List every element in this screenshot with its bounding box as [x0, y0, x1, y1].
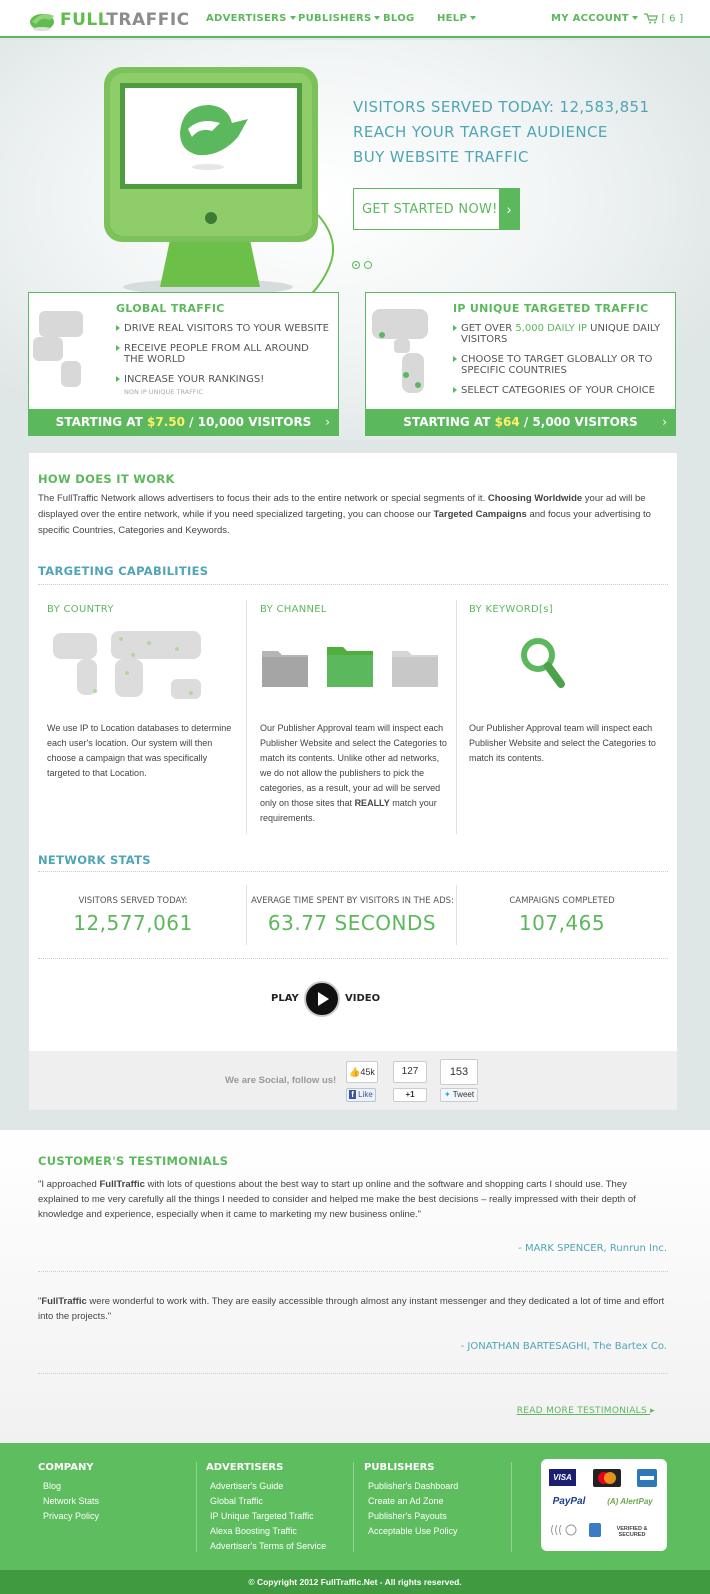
alertpay-icon: [599, 1497, 661, 1506]
stat-label: CAMPAIGNS COMPLETED: [509, 896, 615, 906]
secure-waves-icon: [549, 1523, 581, 1537]
text: your ad will be displayed over the entire network, while if you need specialized targeting, you can choose our: [38, 493, 646, 520]
nav-my-account[interactable]: MY ACCOUNT: [551, 13, 638, 24]
fb-count-text: 45k: [360, 1067, 375, 1077]
nav-help[interactable]: HELP: [437, 13, 476, 24]
text: match your requirements.: [260, 798, 437, 823]
footer-link[interactable]: Publisher's Dashboard: [368, 1481, 459, 1491]
world-map-icon: [51, 629, 211, 711]
nav-advertisers[interactable]: ADVERTISERS: [206, 13, 296, 24]
pricing-suffix: / 10,000 VISITORS: [184, 415, 312, 429]
text: "I approached: [38, 1179, 100, 1190]
mastercard-icon: [593, 1469, 621, 1487]
testimonial-author: - JONATHAN BARTESAGHI, The Bartex Co.: [460, 1341, 667, 1352]
chevron-down-icon: [632, 16, 638, 20]
copyright: © Copyright 2012 FullTraffic.Net - All rights reserved.: [0, 1570, 710, 1594]
testimonials-section: [0, 1130, 710, 1443]
targeting-title: TARGETING CAPABILITIES: [38, 564, 209, 578]
feature-item: CHOOSE TO TARGET GLOBALLY OR TO SPECIFIC COUNTRIES: [453, 354, 668, 376]
by-keyword-title: BY KEYWORD[s]: [469, 604, 553, 615]
slider-dot[interactable]: [364, 261, 372, 269]
read-more-label: READ MORE TESTIMONIALS: [516, 1406, 647, 1416]
footer-link[interactable]: Advertiser's Terms of Service: [210, 1541, 327, 1551]
visa-icon: VISA: [549, 1469, 576, 1486]
divider: [38, 1271, 668, 1272]
feature-item: RECEIVE PEOPLE FROM ALL AROUND THE WORLD: [116, 343, 331, 365]
chevron-down-icon: [374, 16, 380, 20]
footer-divider: [353, 1462, 354, 1552]
how-it-works-title: HOW DOES IT WORK: [38, 472, 175, 486]
divider: [38, 958, 668, 959]
hero-visitors-served: VISITORS SERVED TODAY: 12,583,851: [353, 98, 650, 116]
stat-value: 107,465: [518, 911, 606, 935]
price: $64: [494, 415, 520, 429]
pricing-bar[interactable]: [29, 409, 338, 435]
network-stats-title: NETWORK STATS: [38, 853, 151, 867]
footer-link[interactable]: Alexa Boosting Traffic: [210, 1526, 297, 1536]
pricing-prefix: STARTING AT: [55, 415, 147, 429]
main-content-panel: [29, 453, 677, 1110]
by-channel-title: BY CHANNEL: [260, 604, 327, 615]
arrow-right-icon: ›: [499, 189, 519, 229]
logo-swirl-icon: [28, 8, 56, 32]
price: $7.50: [147, 415, 185, 429]
footer-link[interactable]: Publisher's Payouts: [368, 1511, 447, 1521]
bold-text: REALLY: [354, 798, 390, 808]
chevron-right-icon: ▸: [650, 1406, 655, 1416]
bold-text: FullTraffic: [99, 1179, 145, 1190]
footer-advertisers-title: ADVERTISERS: [206, 1462, 284, 1473]
text: ": [38, 1296, 42, 1307]
twitter-bird-icon: ✦: [443, 1090, 451, 1099]
top-header: [0, 0, 710, 38]
play-label: PLAY: [271, 993, 299, 1004]
thumbs-up-icon: 👍: [349, 1067, 361, 1077]
play-video-button[interactable]: [29, 981, 677, 1017]
paypal-icon: PayPal: [552, 1496, 586, 1507]
world-map-dots-icon: [31, 303, 111, 393]
feature-item: SELECT CATEGORIES OF YOUR CHOICE: [453, 385, 668, 396]
tweet-button[interactable]: [440, 1088, 478, 1102]
gplus-count: 127: [393, 1061, 427, 1083]
text: with lots of questions about the best way to start up online and the software and shopping carts I should use. They explained to me very carefully all the things I needed to consider and helped me make the best decisions – really impressed with their depth of knowledge and experience, especially when it came to marketing my new business online.": [38, 1179, 636, 1220]
stat-value: 63.77 SECONDS: [267, 911, 437, 935]
facebook-icon: f: [351, 1090, 354, 1099]
stat-label: AVERAGE TIME SPENT BY VISITORS IN THE ADS:: [251, 896, 454, 906]
feature-highlight: 5,000 DAILY IP: [515, 323, 587, 334]
verified-secured-badge: VERIFIED & SECURED: [616, 1526, 648, 1538]
magnifier-icon: [519, 636, 567, 690]
facebook-count: [346, 1061, 378, 1083]
nav-publishers[interactable]: PUBLISHERS: [298, 13, 380, 24]
social-label: We are Social, follow us!: [225, 1075, 337, 1086]
pricing-prefix: STARTING AT: [403, 415, 495, 429]
pricing-suffix: / 5,000 VISITORS: [519, 415, 638, 429]
tweet-label: Tweet: [452, 1090, 475, 1099]
feature-item: INCREASE YOUR RANKINGS!: [116, 374, 331, 385]
footer-link[interactable]: Create an Ad Zone: [368, 1496, 444, 1506]
footer-link-network-stats[interactable]: Network Stats: [43, 1496, 100, 1506]
get-started-label: GET STARTED NOW!: [362, 202, 498, 217]
logo[interactable]: [28, 6, 190, 34]
by-channel-text: [260, 721, 450, 826]
feature-item: [453, 323, 668, 345]
divider: [38, 1373, 668, 1374]
logo-text: FULLTRAFFIC: [60, 10, 190, 30]
by-country-text: We use IP to Location databases to determine each user's location. Our system will then choose a campaign that was specifically targeted to that Location.: [47, 723, 232, 778]
cart[interactable]: [ 6 ]: [644, 13, 684, 25]
column-divider: [456, 600, 457, 834]
video-label: VIDEO: [345, 993, 381, 1004]
footer-divider: [511, 1462, 512, 1552]
card-title: IP UNIQUE TARGETED TRAFFIC: [453, 302, 649, 315]
chevron-right-icon: ›: [325, 415, 330, 429]
tweet-count: 153: [440, 1059, 478, 1085]
social-bar: [29, 1051, 677, 1110]
feature-list: [453, 323, 668, 405]
chevron-down-icon: [470, 16, 476, 20]
stat-value: 12,577,061: [73, 911, 193, 935]
fb-like-label: Like: [358, 1090, 373, 1099]
feature-text: UNIQUE DAILY VISITORS: [461, 323, 661, 345]
feature-list: [116, 323, 331, 396]
bold-text: Choosing Worldwide: [487, 493, 583, 504]
global-traffic-card[interactable]: [28, 292, 339, 436]
pricing-bar[interactable]: [366, 409, 675, 435]
gplus-button[interactable]: [393, 1088, 427, 1102]
text: Our Publisher Approval team will inspect each Publisher Website and select the Categories to match its contents. Unlike other ad networks, we do not allow the publishers to pick the categories, as a result, your ad will be served only on those sites that: [260, 723, 447, 808]
footer-link[interactable]: Advertiser's Guide: [210, 1481, 284, 1491]
bold-text: FullTraffic: [41, 1296, 87, 1307]
nav-blog[interactable]: BLOG: [383, 13, 415, 24]
footer-publishers-title: PUBLISHERS: [364, 1462, 435, 1473]
chevron-right-icon: ›: [662, 415, 667, 429]
stat-label: VISITORS SERVED TODAY:: [78, 896, 188, 906]
slider-dot-active[interactable]: [352, 261, 360, 269]
footer-link-blog[interactable]: Blog: [43, 1481, 62, 1491]
feature-item: DRIVE REAL VISITORS TO YOUR WEBSITE: [116, 323, 331, 334]
hero-reach-audience: REACH YOUR TARGET AUDIENCE: [353, 123, 608, 141]
cart-icon: [644, 13, 658, 24]
ip-unique-card[interactable]: [365, 292, 676, 436]
card-title: GLOBAL TRAFFIC: [116, 302, 225, 315]
facebook-like-button[interactable]: [346, 1088, 376, 1102]
footer-link[interactable]: Global Traffic: [210, 1496, 263, 1506]
column-divider: [246, 600, 247, 834]
feature-text: GET OVER: [461, 323, 516, 334]
text: The FullTraffic Network allows advertisers to focus their ads to the entire network or special segments of it.: [38, 493, 488, 504]
lock-icon: [589, 1523, 601, 1537]
read-more-testimonials-link[interactable]: [517, 1406, 655, 1416]
testimonial-quote: [38, 1177, 668, 1222]
divider: [38, 584, 668, 585]
non-ip-note: NON IP UNIQUE TRAFFIC: [124, 388, 203, 396]
divider: [38, 871, 668, 872]
monitor-illustration: [100, 65, 340, 305]
hero-buy-traffic: BUY WEBSITE TRAFFIC: [353, 148, 529, 166]
testimonial-author: - MARK SPENCER, Runrun Inc.: [518, 1243, 667, 1254]
text: were wonderful to work with. They are easily accessible through almost any instant messenger and they dedicated a lot of time and effort into the projects.": [38, 1296, 665, 1322]
amex-icon: [637, 1469, 657, 1487]
alertpay-label: AlertPay: [620, 1497, 653, 1506]
chevron-down-icon: [290, 16, 296, 20]
footer-company-title: COMPANY: [38, 1462, 94, 1473]
footer-divider: [196, 1462, 197, 1552]
testimonial-quote: [38, 1294, 668, 1324]
gplus-label: +1: [405, 1090, 415, 1099]
alertpay-glyph: (A): [607, 1497, 619, 1506]
bold-text: Targeted Campaigns: [433, 509, 527, 520]
testimonials-title: CUSTOMER'S TESTIMONIALS: [38, 1154, 229, 1168]
footer-link[interactable]: IP Unique Targeted Traffic: [210, 1511, 314, 1521]
payment-methods: [541, 1459, 667, 1551]
footer-link[interactable]: Acceptable Use Policy: [368, 1526, 458, 1536]
how-it-works-text: [38, 491, 668, 539]
footer: [0, 1443, 710, 1570]
footer-link-privacy[interactable]: Privacy Policy: [43, 1511, 100, 1521]
americas-map-icon: [368, 303, 448, 403]
by-country-title: BY COUNTRY: [47, 604, 114, 615]
by-keyword-text: Our Publisher Approval team will inspect each Publisher Website and select the Categories to match its contents.: [469, 723, 656, 763]
text: and focus your advertising to specific Countries, Categories and Keywords.: [38, 509, 651, 536]
get-started-button[interactable]: [353, 188, 520, 230]
folders-icon: [260, 645, 440, 691]
play-icon: [304, 981, 340, 1017]
